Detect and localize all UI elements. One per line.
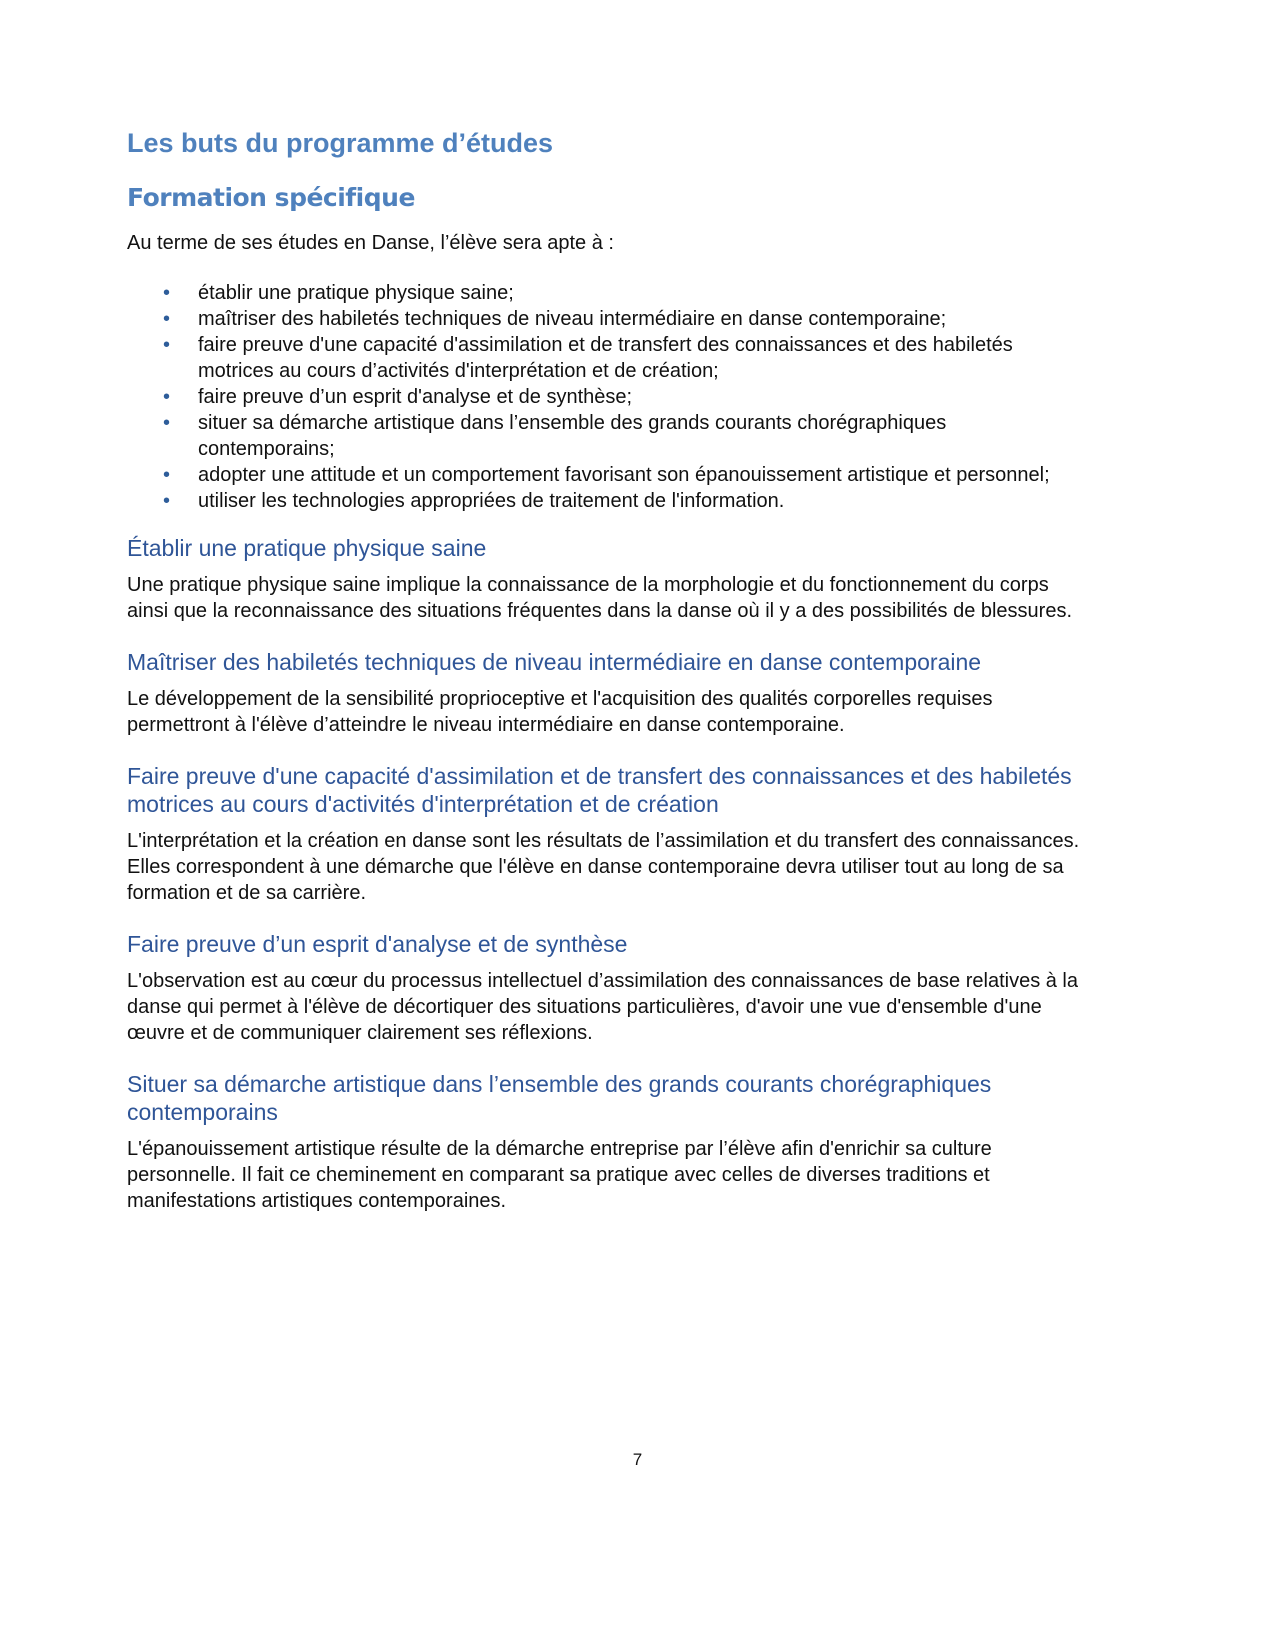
section: [127, 534, 1087, 624]
intro-text: Au terme de ses études en Danse, l’élève sera apte à :: [127, 232, 614, 254]
list-item: • adopter une attitude et un comportement favorisant son épanouissement artistique et personnel;: [198, 462, 1087, 488]
section: [127, 930, 1087, 1046]
section-title: Formation spécifique: [127, 183, 415, 212]
section-heading: Faire preuve d’un esprit d'analyse et de synthèse: [127, 931, 628, 957]
section-heading: Maîtriser des habiletés techniques de niveau intermédiaire en danse contemporaine: [127, 649, 982, 675]
page-number: 7: [632, 1450, 643, 1469]
section-body: Une pratique physique saine implique la connaissance de la morphologie et du fonctionnement du corps ainsi que la reconnaissance des situations fréquentes dans la danse où il y a des possibilités de blessures.: [127, 574, 1073, 622]
goals-list: [127, 280, 1087, 514]
section-body: L'observation est au cœur du processus intellectuel d’assimilation des connaissances de base relatives à la danse qui permet à l'élève de décortiquer des situations particulières, d'avoir une vue d'ensemble d'une œuvre et de communiquer clairement ses réflexions.: [127, 970, 1078, 1044]
section-heading: Faire preuve d'une capacité d'assimilation et de transfert des connaissances et des habiletés motrices au cours d'activités d'interprétation et de création: [127, 763, 1072, 817]
list-item: • maîtriser des habiletés techniques de niveau intermédiaire en danse contemporaine;: [198, 306, 1087, 332]
section: [127, 648, 1087, 738]
section-heading: Établir une pratique physique saine: [127, 535, 487, 561]
section: [127, 1070, 1087, 1214]
page-title: Les buts du programme d’études: [127, 128, 554, 158]
list-item: • situer sa démarche artistique dans l’ensemble des grands courants chorégraphiques contemporains;: [198, 410, 1087, 462]
list-item: • utiliser les technologies appropriées de traitement de l'information.: [198, 488, 1087, 514]
section: [127, 762, 1087, 906]
list-item: • établir une pratique physique saine;: [198, 280, 1087, 306]
page-content: [127, 126, 1087, 1238]
section-heading: Situer sa démarche artistique dans l’ensemble des grands courants chorégraphiques contemporains: [127, 1071, 992, 1125]
section-body: Le développement de la sensibilité proprioceptive et l'acquisition des qualités corporelles requises permettront à l'élève d’atteindre le niveau intermédiaire en danse contemporaine.: [127, 688, 993, 736]
section-body: L'épanouissement artistique résulte de la démarche entreprise par l’élève afin d'enrichir sa culture personnelle. Il fait ce cheminement en comparant sa pratique avec celles de diverses traditions et manifestations artistiques contemporaines.: [127, 1138, 992, 1212]
list-item: • faire preuve d'une capacité d'assimilation et de transfert des connaissances et des habiletés motrices au cours d’activités d'interprétation et de création;: [198, 332, 1087, 384]
section-body: L'interprétation et la création en danse sont les résultats de l’assimilation et du transfert des connaissances. Elles correspondent à une démarche que l'élève en danse contemporaine devra utiliser tout au long de sa formation et de sa carrière.: [127, 830, 1080, 904]
list-item: • faire preuve d’un esprit d'analyse et de synthèse;: [198, 384, 1087, 410]
